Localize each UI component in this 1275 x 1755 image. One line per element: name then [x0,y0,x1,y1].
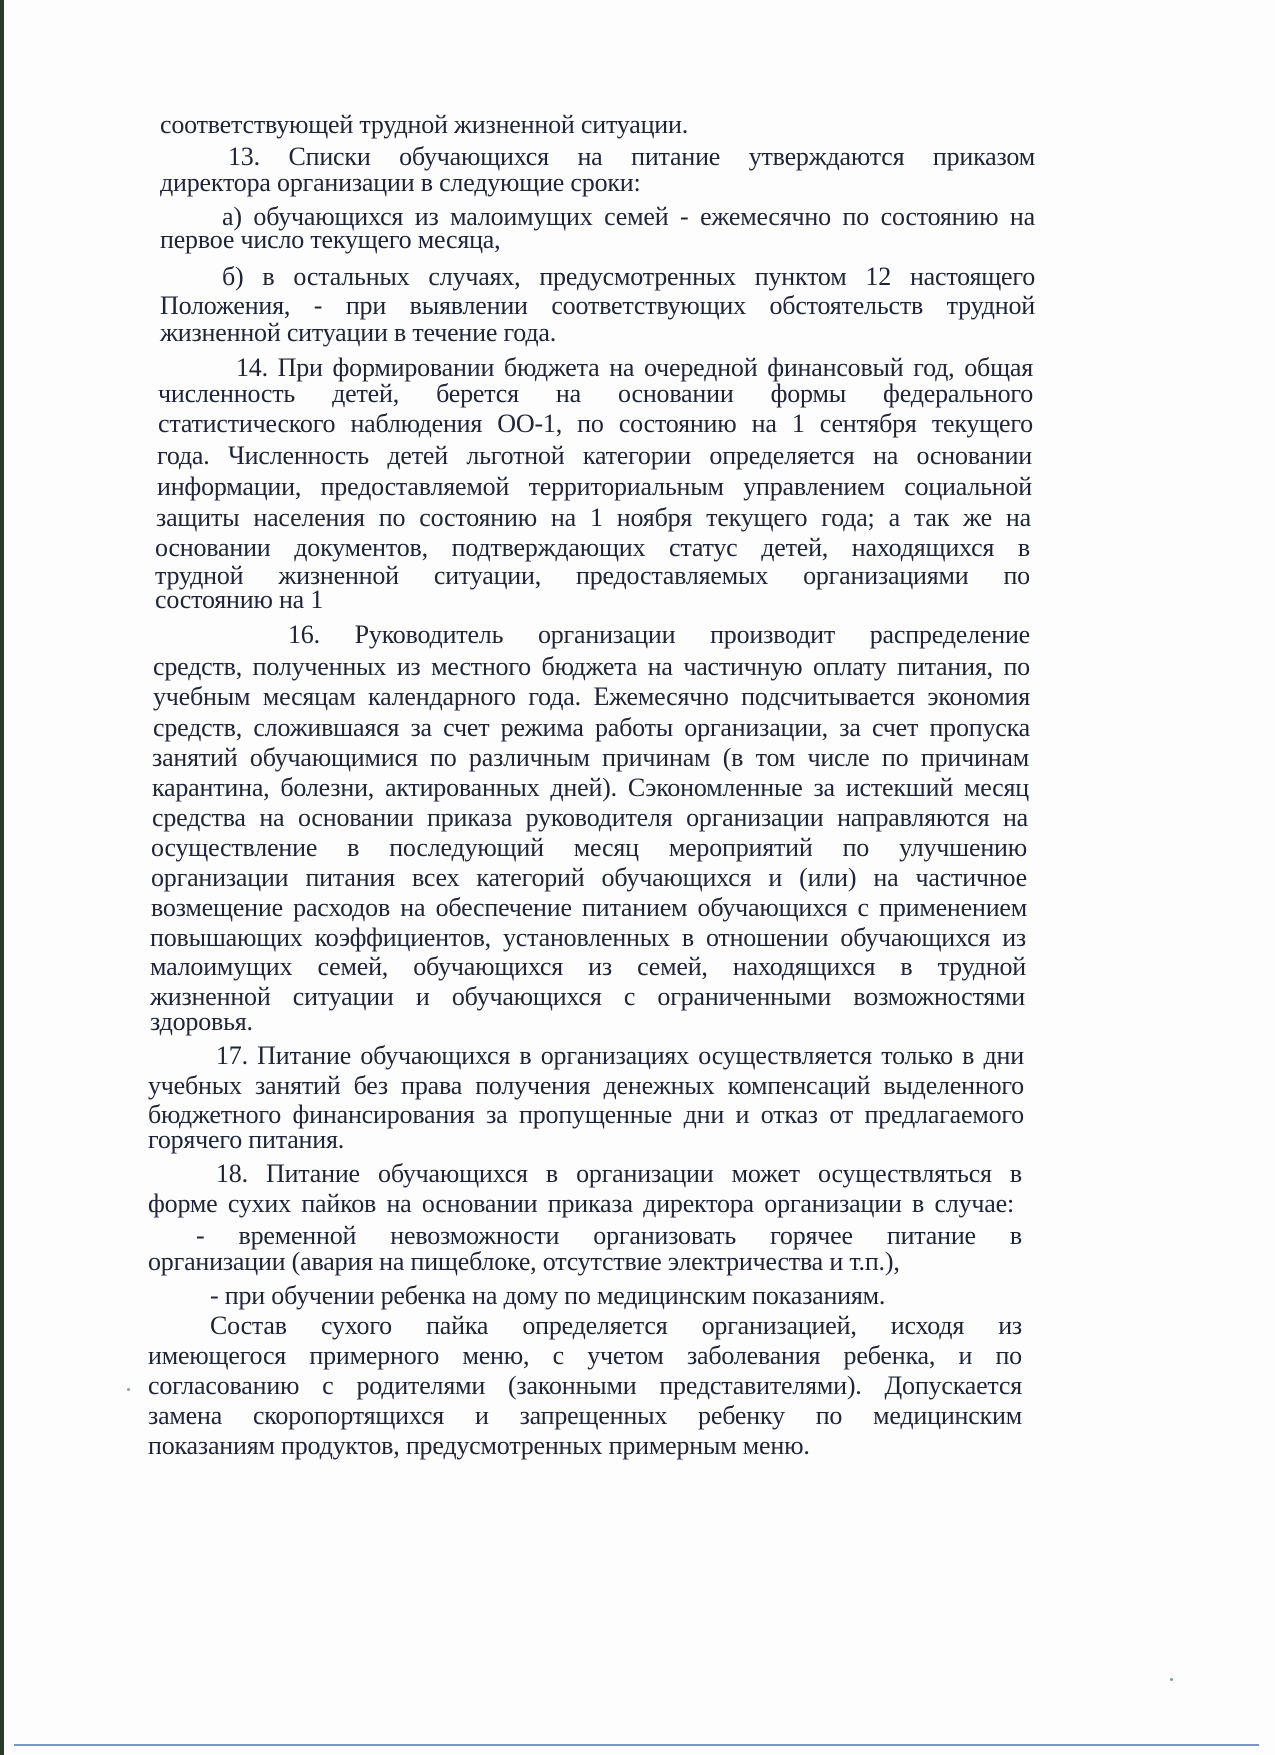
item-b: б) в остальных случаях, предусмотренных пунктом 12 настоящего [222,262,1035,291]
text-line: средств, сложившаяся за счет режима работы организации, за счет пропуска [153,713,1030,742]
text-line: трудной жизненной ситуации, предоставляемых организациями по [155,561,1030,590]
paragraph-18-start: 18. Питание обучающихся в организации может осуществляться в [216,1159,1022,1188]
text-line: занятий обучающимися по различным причинам (в том числе по причинам [152,743,1029,772]
text-line: имеющегося примерного меню, с учетом заболевания ребенка, и по [148,1341,1022,1370]
text-line: замена скоропортящихся и запрещенных ребенку по медицинским [148,1401,1022,1430]
list-item-dash: - временной невозможности организовать горячее питание в [196,1221,1022,1250]
text-line: осуществление в последующий месяц мероприятий по улучшению [151,833,1027,862]
text-line: основании документов, подтверждающих статус детей, находящихся в [155,533,1030,562]
text-line: защиты населения по состоянию на 1 ноября текущего года; а так же на [156,503,1031,532]
text-line: жизненной ситуации и обучающихся с ограниченными возможностями [150,982,1025,1011]
text-line: организации (авария на пищеблоке, отсутствие электричества и т.п.), [148,1247,900,1276]
text-line: жизненной ситуации в течение года. [160,318,557,347]
text-line: учебных занятий без права получения денежных компенсаций выделенного [148,1071,1024,1100]
text-line: горячего питания. [148,1125,345,1154]
paragraph-14-start: 14. При формировании бюджета на очередной финансовый год, общая [236,353,1033,382]
paragraph-13-start: 13. Списки обучающихся на питание утверждаются приказом [228,142,1035,171]
text-line: возмещение расходов на обеспечение питанием обучающихся с применением [151,893,1027,922]
paragraph-17-start: 17. Питание обучающихся в организациях осуществляется только в дни [216,1041,1024,1070]
text-line: малоимущих семей, обучающихся из семей, находящихся в трудной [150,952,1026,981]
text-line: информации, предоставляемой территориальным управлением социальной [157,472,1032,501]
paragraph-16-start: 16. Руководитель организации производит распределение [288,620,1030,649]
scan-bottom-line [14,1744,1259,1746]
scan-speck [127,1388,130,1391]
text-line: карантина, болезни, актированных дней). Сэкономленные за истекший месяц [152,773,1029,802]
text-line: учебным месяцам календарного года. Ежемесячно подсчитывается экономия [153,682,1030,711]
text-line: организации питания всех категорий обучающихся и (или) на частичное [151,863,1027,892]
text-line: состоянию на 1 [155,585,324,614]
item-a: а) обучающихся из малоимущих семей - ежемесячно по состоянию на [222,202,1035,231]
text-line: бюджетного финансирования за пропущенные дни и отказ от предлагаемого [148,1100,1024,1129]
text-line: статистического наблюдения ОО-1, по состоянию на 1 сентября текущего [158,409,1033,438]
text-line: согласованию с родителями (законными представителями). Допускается [148,1371,1022,1400]
text-line: Положения, - при выявлении соответствующих обстоятельств трудной [160,291,1035,320]
text-line: форме сухих пайков на основании приказа директора организации в случае: [148,1189,1014,1218]
text-line: средств, полученных из местного бюджета на частичную оплату питания, по [153,652,1030,681]
text-line: директора организации в следующие сроки: [160,168,641,197]
text-line: численность детей, берется на основании формы федерального [158,379,1033,408]
scan-speck [1170,1678,1173,1681]
text-line: повышающих коэффициентов, установленных в отношении обучающихся из [150,923,1026,952]
list-item-dash: - при обучении ребенка на дому по медицинским показаниям. [210,1281,886,1310]
paragraph-dry-ration: Состав сухого пайка определяется организацией, исходя из [210,1311,1022,1340]
text-line: первое число текущего месяца, [160,225,501,254]
text-line: здоровья. [150,1007,253,1036]
text-line: соответствующей трудной жизненной ситуации. [160,110,689,139]
scan-edge [0,0,4,1755]
text-line: года. Численность детей льготной категории определяется на основании [157,441,1032,470]
text-line: средства на основании приказа руководителя организации направляются на [152,803,1028,832]
text-line: показаниям продуктов, предусмотренных примерным меню. [148,1431,810,1460]
